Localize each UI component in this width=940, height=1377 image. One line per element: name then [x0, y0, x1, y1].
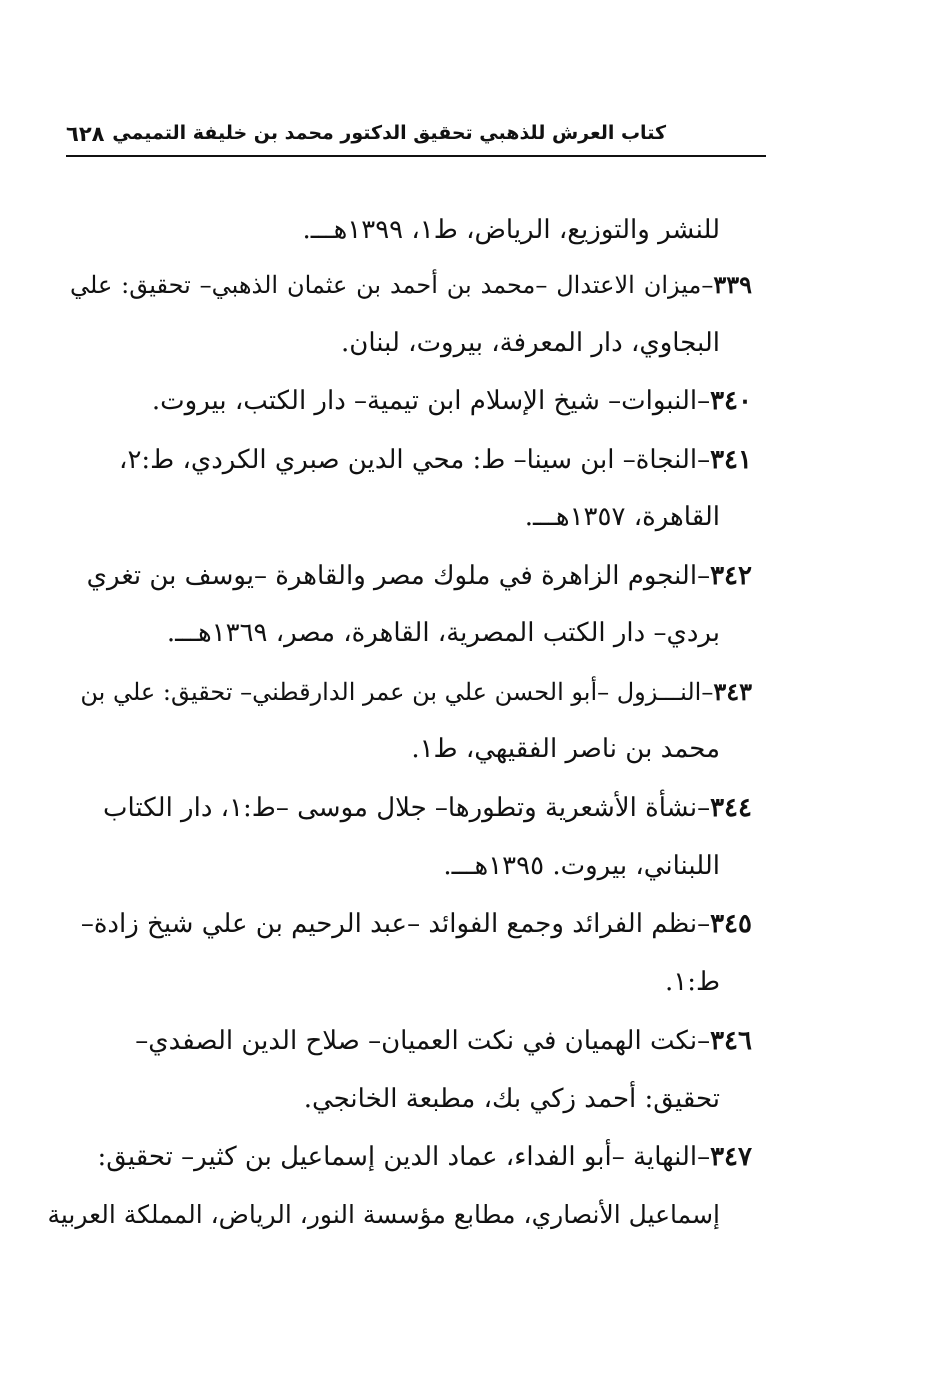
entry-341-cont: القاهرة، ١٣٥٧هـــ.: [524, 502, 720, 532]
entry-text: –النـــزول –أبو الحسن علي بن عمر الدارقطني– تحقيق: علي بن: [80, 678, 714, 706]
page-number: ٦٢٨: [66, 122, 105, 146]
entry-number: ٣٤٣: [713, 677, 752, 706]
entry-342-cont: بردي– دار الكتب المصرية، القاهرة، مصر، ١٣٦٩هـــ.: [166, 618, 720, 648]
entry-text: –النجاة– ابن سينا– ط: محي الدين صبري الكردي، ط:٢،: [119, 445, 711, 475]
entry-346: [135, 1021, 752, 1061]
entry-347: [97, 1137, 752, 1177]
entry-339: [70, 265, 752, 305]
entry-text: –نظم الفرائد وجمع الفوائد –عبد الرحيم بن علي شيخ زادة–: [80, 909, 711, 939]
entry-number: ٣٤٦: [710, 1026, 752, 1056]
entry-345-cont: ط:١.: [664, 967, 720, 997]
entry-number: ٣٣٩: [713, 270, 752, 299]
entry-343-cont: محمد بن ناصر الفقيهي، ط١.: [411, 734, 720, 764]
entry-number: ٣٤٤: [710, 793, 752, 823]
entry-339-cont: البجاوي، دار المعرفة، بيروت، لبنان.: [341, 328, 720, 358]
entry-text: –نشأة الأشعرية وتطورها– جلال موسى –ط:١، دار الكتاب: [103, 793, 711, 823]
entry-341: [119, 440, 752, 480]
entry-text: –نكت الهميان في نكت العميان– صلاح الدين الصفدي–: [135, 1026, 711, 1056]
entry-343: [80, 672, 752, 712]
entry-text: –النبوات– شيخ الإسلام ابن تيمية– دار الكتب، بيروت.: [151, 386, 711, 416]
entry-text: –ميزان الاعتدال –محمد بن أحمد بن عثمان الذهبي– تحقيق: علي: [70, 271, 714, 299]
entry-342: [87, 556, 752, 596]
entry-number: ٣٤١: [710, 445, 752, 475]
entry-text: –النهاية –أبو الفداء، عماد الدين إسماعيل بن كثير– تحقيق:: [97, 1142, 711, 1172]
entry-346-cont: تحقيق: أحمد زكي بك، مطبعة الخانجي.: [303, 1084, 720, 1114]
page-header: [66, 118, 766, 158]
entry-340: [152, 381, 752, 421]
entry-345: [81, 904, 752, 944]
entry-number: ٣٤٧: [710, 1142, 752, 1172]
running-title: كتاب العرش للذهبي تحقيق الدكتور محمد بن خليفة التميمي: [112, 122, 666, 144]
header-rule: [66, 155, 766, 157]
entry-344: [103, 788, 752, 828]
entry-347-cont: إسماعيل الأنصاري، مطابع مؤسسة النور، الرياض، المملكة العربية: [47, 1200, 720, 1229]
entry-number: ٣٤٢: [710, 561, 752, 591]
entry-number: ٣٤٠: [710, 386, 752, 416]
continuation-line: للنشر والتوزيع، الرياض، ط١، ١٣٩٩هـــ.: [302, 215, 720, 245]
entry-number: ٣٤٥: [710, 909, 752, 939]
entry-344-cont: اللبناني، بيروت. ١٣٩٥هـــ.: [443, 851, 720, 881]
entry-text: –النجوم الزاهرة في ملوك مصر والقاهرة –يوسف بن تغري: [86, 561, 711, 591]
